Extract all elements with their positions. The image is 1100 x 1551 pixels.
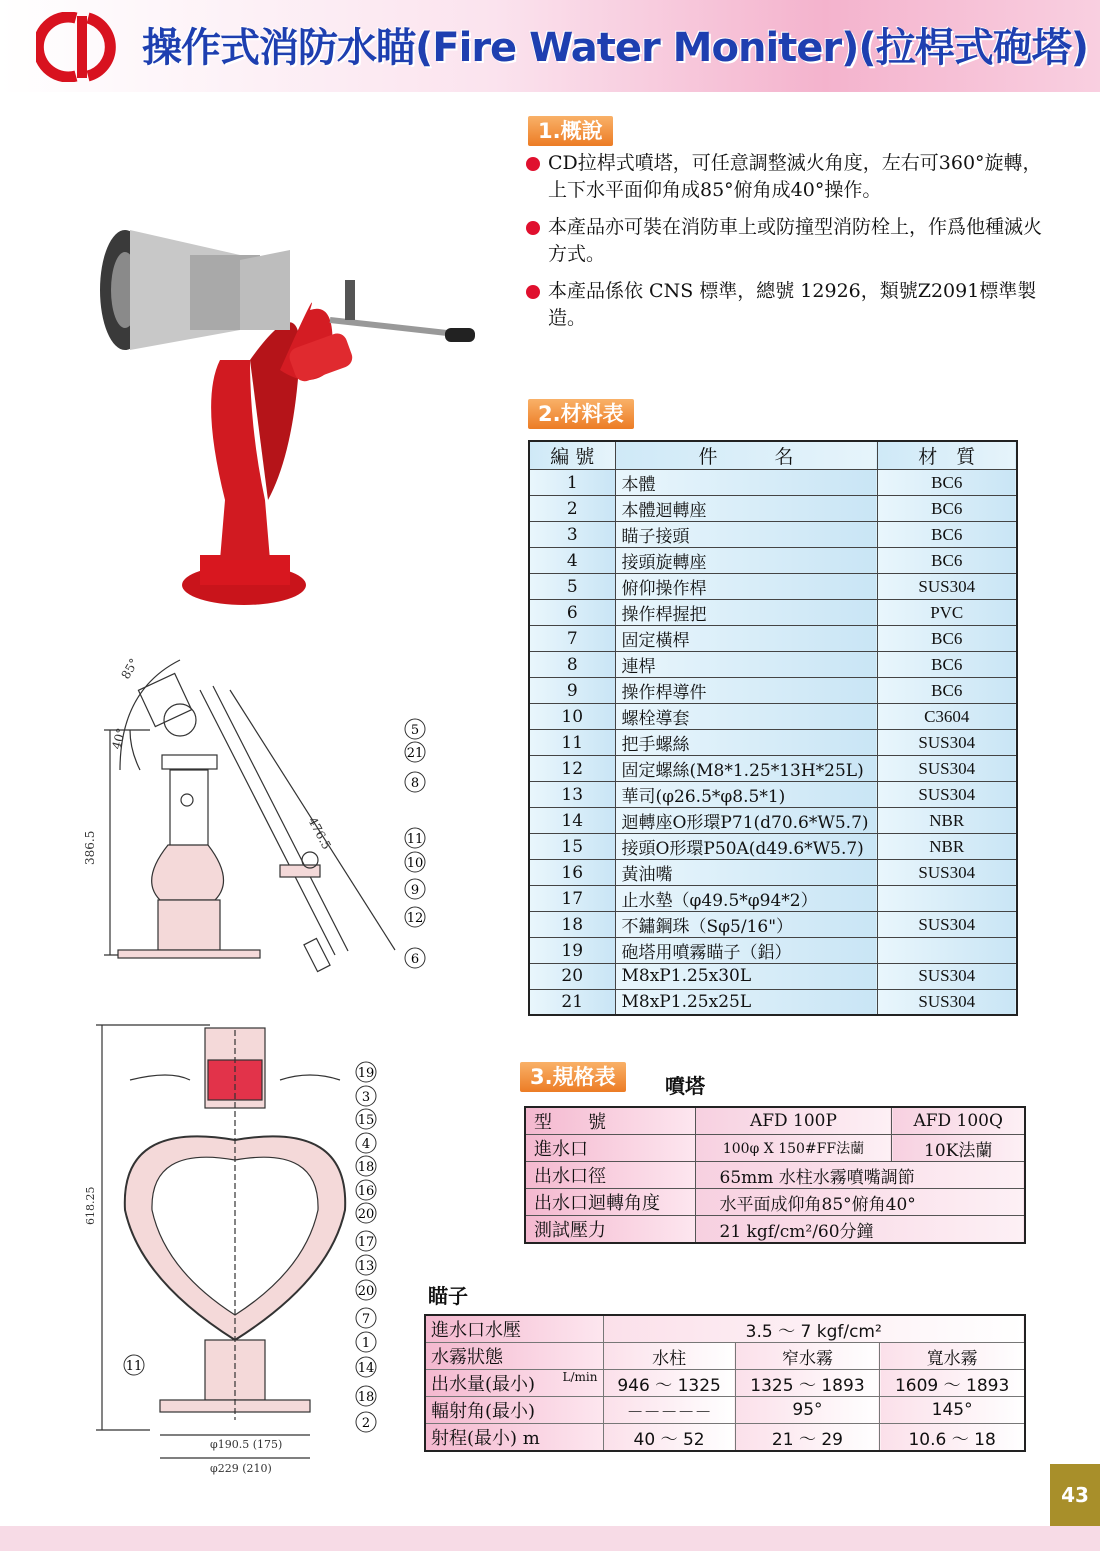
side-callouts: [405, 719, 425, 968]
material-part: 不鏽鋼珠（Sφ5/16"）: [615, 912, 877, 938]
range-cell: 21 ～ 29: [735, 1424, 880, 1452]
outlet-value: 65mm 水柱水霧噴嘴調節: [695, 1162, 1025, 1189]
materials-tag: 2.材料表: [528, 399, 634, 429]
footer-band: [0, 1526, 1100, 1551]
table-row: [525, 1162, 1025, 1189]
svg-text:13: 13: [357, 1259, 375, 1274]
table-row: [425, 1370, 1025, 1397]
material-number: 4: [529, 548, 615, 574]
material-number: 19: [529, 938, 615, 964]
material-number: 12: [529, 756, 615, 782]
material-number: 16: [529, 860, 615, 886]
material-type: NBR: [877, 834, 1017, 860]
table-row: [529, 678, 1017, 704]
svg-text:20: 20: [357, 1207, 375, 1222]
table-row: [425, 1397, 1025, 1424]
material-number: 6: [529, 600, 615, 626]
material-type: BC6: [877, 522, 1017, 548]
svg-text:18: 18: [357, 1390, 375, 1405]
material-type: SUS304: [877, 782, 1017, 808]
table-row: [529, 834, 1017, 860]
side-view-drawing: [80, 650, 440, 1010]
svg-text:8: 8: [410, 776, 420, 791]
overview-bullet: 本產品亦可裝在消防車上或防撞型消防栓上，作爲他種滅火方式。: [526, 214, 1046, 268]
material-part: 接頭O形環P50A(d49.6*W5.7): [615, 834, 877, 860]
state-cell: 寬水霧: [880, 1343, 1025, 1370]
bullet-dot-icon: [526, 221, 540, 235]
table-row: [529, 730, 1017, 756]
table-row: [529, 470, 1017, 496]
table-row: [529, 886, 1017, 912]
rotation-label: 出水口迴轉角度: [525, 1189, 695, 1216]
svg-text:11: 11: [125, 1359, 143, 1374]
table-row: [529, 782, 1017, 808]
flow-cell: 946 ～ 1325: [603, 1370, 735, 1397]
flow-label: 出水量(最小): [431, 1374, 536, 1395]
angle-cell: 145°: [880, 1397, 1025, 1424]
table-row: [529, 912, 1017, 938]
svg-text:20: 20: [357, 1284, 375, 1299]
model-a: AFD 100P: [695, 1107, 892, 1135]
material-type: PVC: [877, 600, 1017, 626]
table-row: [529, 626, 1017, 652]
svg-text:12: 12: [406, 911, 424, 926]
angle-label: 輻射角(最小): [425, 1397, 603, 1424]
material-part: 瞄子接頭: [615, 522, 877, 548]
cd-logo: [36, 12, 128, 82]
material-number: 17: [529, 886, 615, 912]
material-number: 3: [529, 522, 615, 548]
materials-table: [528, 440, 1018, 1016]
material-type: BC6: [877, 678, 1017, 704]
table-row: [525, 1107, 1025, 1135]
svg-text:7: 7: [361, 1312, 371, 1327]
pressure-value: 21 kgf/cm²/60分鐘: [695, 1216, 1025, 1244]
material-type: BC6: [877, 470, 1017, 496]
material-part: 迴轉座O形環P71(d70.6*W5.7): [615, 808, 877, 834]
nozzle-flow-label-cell: [425, 1370, 603, 1397]
overview-tag: 1.概說: [528, 116, 613, 146]
material-part: 接頭旋轉座: [615, 548, 877, 574]
material-type: NBR: [877, 808, 1017, 834]
material-part: 俯仰操作桿: [615, 574, 877, 600]
table-row: [529, 860, 1017, 886]
page-title: 操作式消防水瞄(Fire Water Moniter)(拉桿式砲塔): [142, 25, 1088, 71]
svg-text:21: 21: [406, 746, 424, 761]
svg-text:1: 1: [361, 1336, 371, 1351]
table-row: [425, 1343, 1025, 1370]
material-part: 連桿: [615, 652, 877, 678]
table-row: [529, 652, 1017, 678]
material-type: SUS304: [877, 730, 1017, 756]
material-type: BC6: [877, 626, 1017, 652]
overview-bullet: CD拉桿式噴塔，可任意調整滅火角度，左右可360°旋轉，上下水平面仰角成85°俯角成40°操作。: [526, 150, 1046, 204]
material-type: BC6: [877, 548, 1017, 574]
material-number: 20: [529, 964, 615, 990]
table-row: [525, 1216, 1025, 1244]
svg-text:4: 4: [361, 1137, 371, 1152]
material-number: 1: [529, 470, 615, 496]
material-type: C3604: [877, 704, 1017, 730]
range-label: 射程(最小) m: [425, 1424, 603, 1452]
section-drawing: [80, 1020, 400, 1480]
range-cell: 10.6 ～ 18: [880, 1424, 1025, 1452]
material-number: 10: [529, 704, 615, 730]
flow-unit: L/min: [562, 1370, 598, 1384]
table-row: [525, 1135, 1025, 1162]
material-type: SUS304: [877, 989, 1017, 1015]
state-cell: 窄水霧: [735, 1343, 880, 1370]
table-row: [529, 704, 1017, 730]
table-row: [525, 1189, 1025, 1216]
material-number: 11: [529, 730, 615, 756]
material-number: 8: [529, 652, 615, 678]
bullet-dot-icon: [526, 285, 540, 299]
angle-down-label: 40°: [109, 726, 129, 751]
svg-text:19: 19: [357, 1066, 375, 1081]
table-row: [529, 938, 1017, 964]
angle-cell: 95°: [735, 1397, 880, 1424]
angle-cell: －－－－－: [603, 1397, 735, 1424]
flow-cell: 1325 ～ 1893: [735, 1370, 880, 1397]
material-part: 華司(φ26.5*φ8.5*1): [615, 782, 877, 808]
rotation-value: 水平面成仰角85°俯角40°: [695, 1189, 1025, 1216]
inlet-b: 10K法蘭: [892, 1135, 1025, 1162]
svg-text:14: 14: [357, 1361, 375, 1376]
inlet-label: 進水口: [525, 1135, 695, 1162]
col-header-part: 件 名: [615, 441, 877, 470]
lever-length-label: 476.5: [305, 814, 334, 852]
section-height-label: 618.25: [84, 1186, 97, 1225]
table-row: [529, 574, 1017, 600]
svg-text:3: 3: [361, 1090, 371, 1105]
nozzle-table: [424, 1314, 1026, 1452]
svg-text:11: 11: [406, 832, 424, 847]
angle-up-label: 85°: [118, 656, 142, 682]
table-row: [529, 522, 1017, 548]
material-part: 螺栓導套: [615, 704, 877, 730]
spec-tag: 3.規格表: [520, 1062, 626, 1092]
material-number: 7: [529, 626, 615, 652]
table-row: [529, 964, 1017, 990]
height-label: 386.5: [83, 830, 97, 865]
material-number: 5: [529, 574, 615, 600]
page-number: 43: [1050, 1464, 1100, 1526]
svg-text:16: 16: [357, 1184, 375, 1199]
material-number: 15: [529, 834, 615, 860]
overview-bullet: 本產品係依 CNS 標準，總號 12926，類號Z2091標準製造。: [526, 278, 1046, 332]
table-row: [529, 496, 1017, 522]
material-type: SUS304: [877, 964, 1017, 990]
material-number: 9: [529, 678, 615, 704]
svg-text:15: 15: [357, 1113, 375, 1128]
table-row: [529, 756, 1017, 782]
material-type: SUS304: [877, 860, 1017, 886]
spec-table: [524, 1106, 1026, 1244]
nozzle-pressure-label: 進水口水壓: [425, 1315, 603, 1343]
material-part: 本體: [615, 470, 877, 496]
material-part: 本體迴轉座: [615, 496, 877, 522]
material-part: M8xP1.25x30L: [615, 964, 877, 990]
svg-text:6: 6: [410, 952, 420, 967]
material-part: 止水墊（φ49.5*φ94*2）: [615, 886, 877, 912]
svg-text:5: 5: [410, 723, 420, 738]
material-type: BC6: [877, 652, 1017, 678]
pressure-label: 測試壓力: [525, 1216, 695, 1244]
state-cell: 水柱: [603, 1343, 735, 1370]
material-type: SUS304: [877, 756, 1017, 782]
nozzle-pressure-value: 3.5 ～ 7 kgf/cm²: [603, 1315, 1025, 1343]
nozzle-state-label: 水霧狀態: [425, 1343, 603, 1370]
spec-subtitle: 噴塔: [665, 1074, 705, 1098]
col-header-number: 編 號: [529, 441, 615, 470]
material-number: 21: [529, 989, 615, 1015]
table-row: [425, 1424, 1025, 1452]
material-type: [877, 938, 1017, 964]
product-photo: [90, 200, 480, 610]
material-part: 操作桿導件: [615, 678, 877, 704]
material-number: 13: [529, 782, 615, 808]
material-number: 14: [529, 808, 615, 834]
material-number: 18: [529, 912, 615, 938]
table-row: [529, 808, 1017, 834]
material-type: SUS304: [877, 574, 1017, 600]
svg-text:17: 17: [357, 1235, 375, 1250]
table-row: [529, 548, 1017, 574]
outlet-label: 出水口徑: [525, 1162, 695, 1189]
svg-text:10: 10: [406, 856, 424, 871]
model-b: AFD 100Q: [892, 1107, 1025, 1135]
svg-text:2: 2: [361, 1416, 371, 1431]
dim-inner-label: φ190.5 (175): [210, 1438, 283, 1451]
nozzle-title: 瞄子: [428, 1284, 468, 1308]
inlet-a: 100φ X 150#FF法蘭: [695, 1135, 892, 1162]
material-part: 黃油嘴: [615, 860, 877, 886]
material-part: 砲塔用噴霧瞄子（鋁）: [615, 938, 877, 964]
table-row: [529, 600, 1017, 626]
overview-bullets: [526, 150, 1046, 342]
table-row: [425, 1315, 1025, 1343]
material-part: 固定橫桿: [615, 626, 877, 652]
flow-cell: 1609 ～ 1893: [880, 1370, 1025, 1397]
model-label: 型 號: [525, 1107, 695, 1135]
svg-text:9: 9: [410, 883, 420, 898]
material-part: 把手螺絲: [615, 730, 877, 756]
material-part: M8xP1.25x25L: [615, 989, 877, 1015]
material-part: 固定螺絲(M8*1.25*13H*25L): [615, 756, 877, 782]
material-type: [877, 886, 1017, 912]
material-type: BC6: [877, 496, 1017, 522]
material-type: SUS304: [877, 912, 1017, 938]
dim-outer-label: φ229 (210): [210, 1462, 272, 1475]
material-part: 操作桿握把: [615, 600, 877, 626]
svg-text:18: 18: [357, 1160, 375, 1175]
bullet-dot-icon: [526, 157, 540, 171]
col-header-material: 材 質: [877, 441, 1017, 470]
range-cell: 40 ～ 52: [603, 1424, 735, 1452]
material-number: 2: [529, 496, 615, 522]
table-row: [529, 989, 1017, 1015]
